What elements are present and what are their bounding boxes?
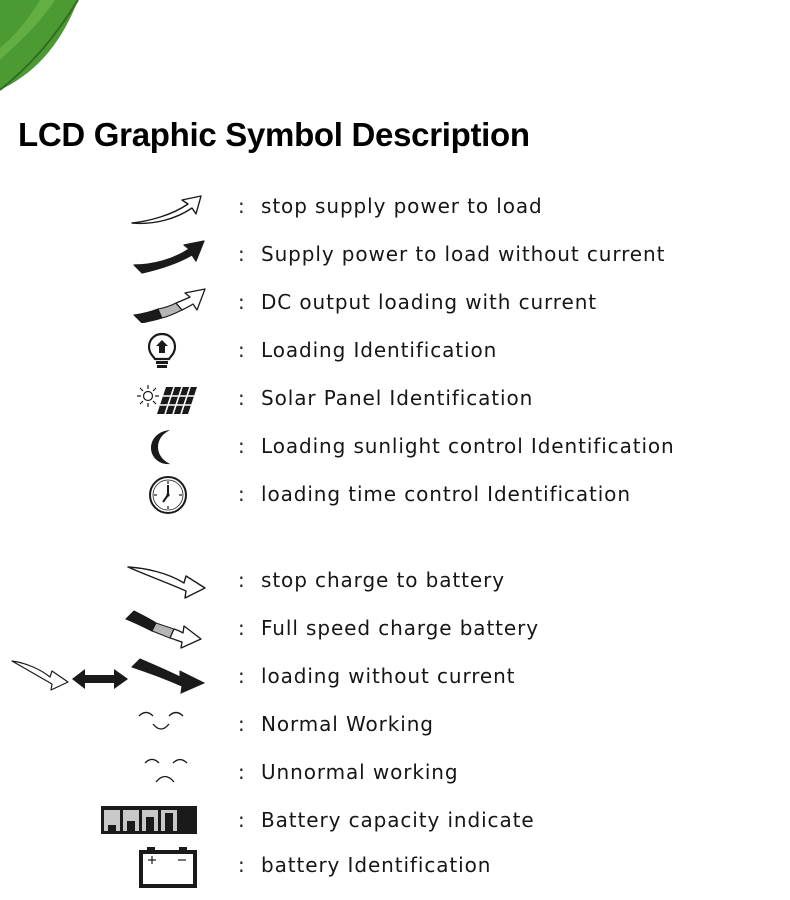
lightbulb-icon — [146, 331, 178, 371]
outline-curved-arrow-icon — [130, 187, 204, 227]
colon-separator: : — [238, 808, 245, 833]
battery-icon — [138, 846, 198, 890]
symbol-row — [0, 427, 790, 467]
symbol-description: Loading sunlight control Identification — [261, 434, 675, 459]
symbol-row — [0, 846, 790, 886]
filled-curved-arrow-icon — [132, 235, 206, 275]
outline-down-arrow-icon — [126, 561, 208, 601]
colon-separator: : — [238, 853, 245, 878]
partial-filled-down-arrow-icon — [124, 609, 204, 649]
colon-separator: : — [238, 616, 245, 641]
symbol-row — [0, 801, 790, 841]
symbol-row — [0, 705, 790, 745]
colon-separator: : — [238, 194, 245, 219]
clock-icon — [147, 475, 189, 515]
colon-separator: : — [238, 568, 245, 593]
smile-face-icon — [136, 705, 190, 745]
crescent-moon-icon — [148, 427, 184, 467]
symbol-row — [0, 561, 790, 601]
colon-separator: : — [238, 664, 245, 689]
symbol-description: battery Identification — [261, 853, 492, 878]
battery-capacity-bars-icon — [100, 801, 200, 841]
colon-separator: : — [238, 290, 245, 315]
symbol-description: loading without current — [261, 664, 516, 689]
frown-face-icon — [142, 753, 196, 793]
page-title: LCD Graphic Symbol Description — [18, 116, 530, 153]
symbol-row — [0, 609, 790, 649]
symbol-description: Loading Identification — [261, 338, 498, 363]
symbol-description: Solar Panel Identification — [261, 386, 534, 411]
colon-separator: : — [238, 760, 245, 785]
symbol-row — [0, 235, 790, 275]
symbol-row — [0, 657, 790, 697]
leaf-decoration-icon — [0, 0, 100, 100]
symbol-row — [0, 753, 790, 793]
symbol-row — [0, 187, 790, 227]
symbol-row — [0, 379, 790, 419]
colon-separator: : — [238, 434, 245, 459]
sun-solar-panel-icon — [136, 379, 200, 419]
colon-separator: : — [238, 712, 245, 737]
partial-filled-curved-arrow-icon — [132, 283, 208, 323]
symbol-row — [0, 475, 790, 515]
arrows-with-double-arrow-icon — [10, 657, 208, 697]
symbol-description: DC output loading with current — [261, 290, 598, 315]
symbol-description: Supply power to load without current — [261, 242, 666, 267]
symbol-description: Normal Working — [261, 712, 434, 737]
colon-separator: : — [238, 242, 245, 267]
symbol-description: stop supply power to load — [261, 194, 543, 219]
symbol-description: loading time control Identification — [261, 482, 631, 507]
colon-separator: : — [238, 386, 245, 411]
symbol-row — [0, 283, 790, 323]
symbol-description: stop charge to battery — [261, 568, 505, 593]
colon-separator: : — [238, 482, 245, 507]
colon-separator: : — [238, 338, 245, 363]
symbol-description: Battery capacity indicate — [261, 808, 535, 833]
symbol-description: Full speed charge battery — [261, 616, 539, 641]
symbol-description: Unnormal working — [261, 760, 459, 785]
symbol-row — [0, 331, 790, 371]
